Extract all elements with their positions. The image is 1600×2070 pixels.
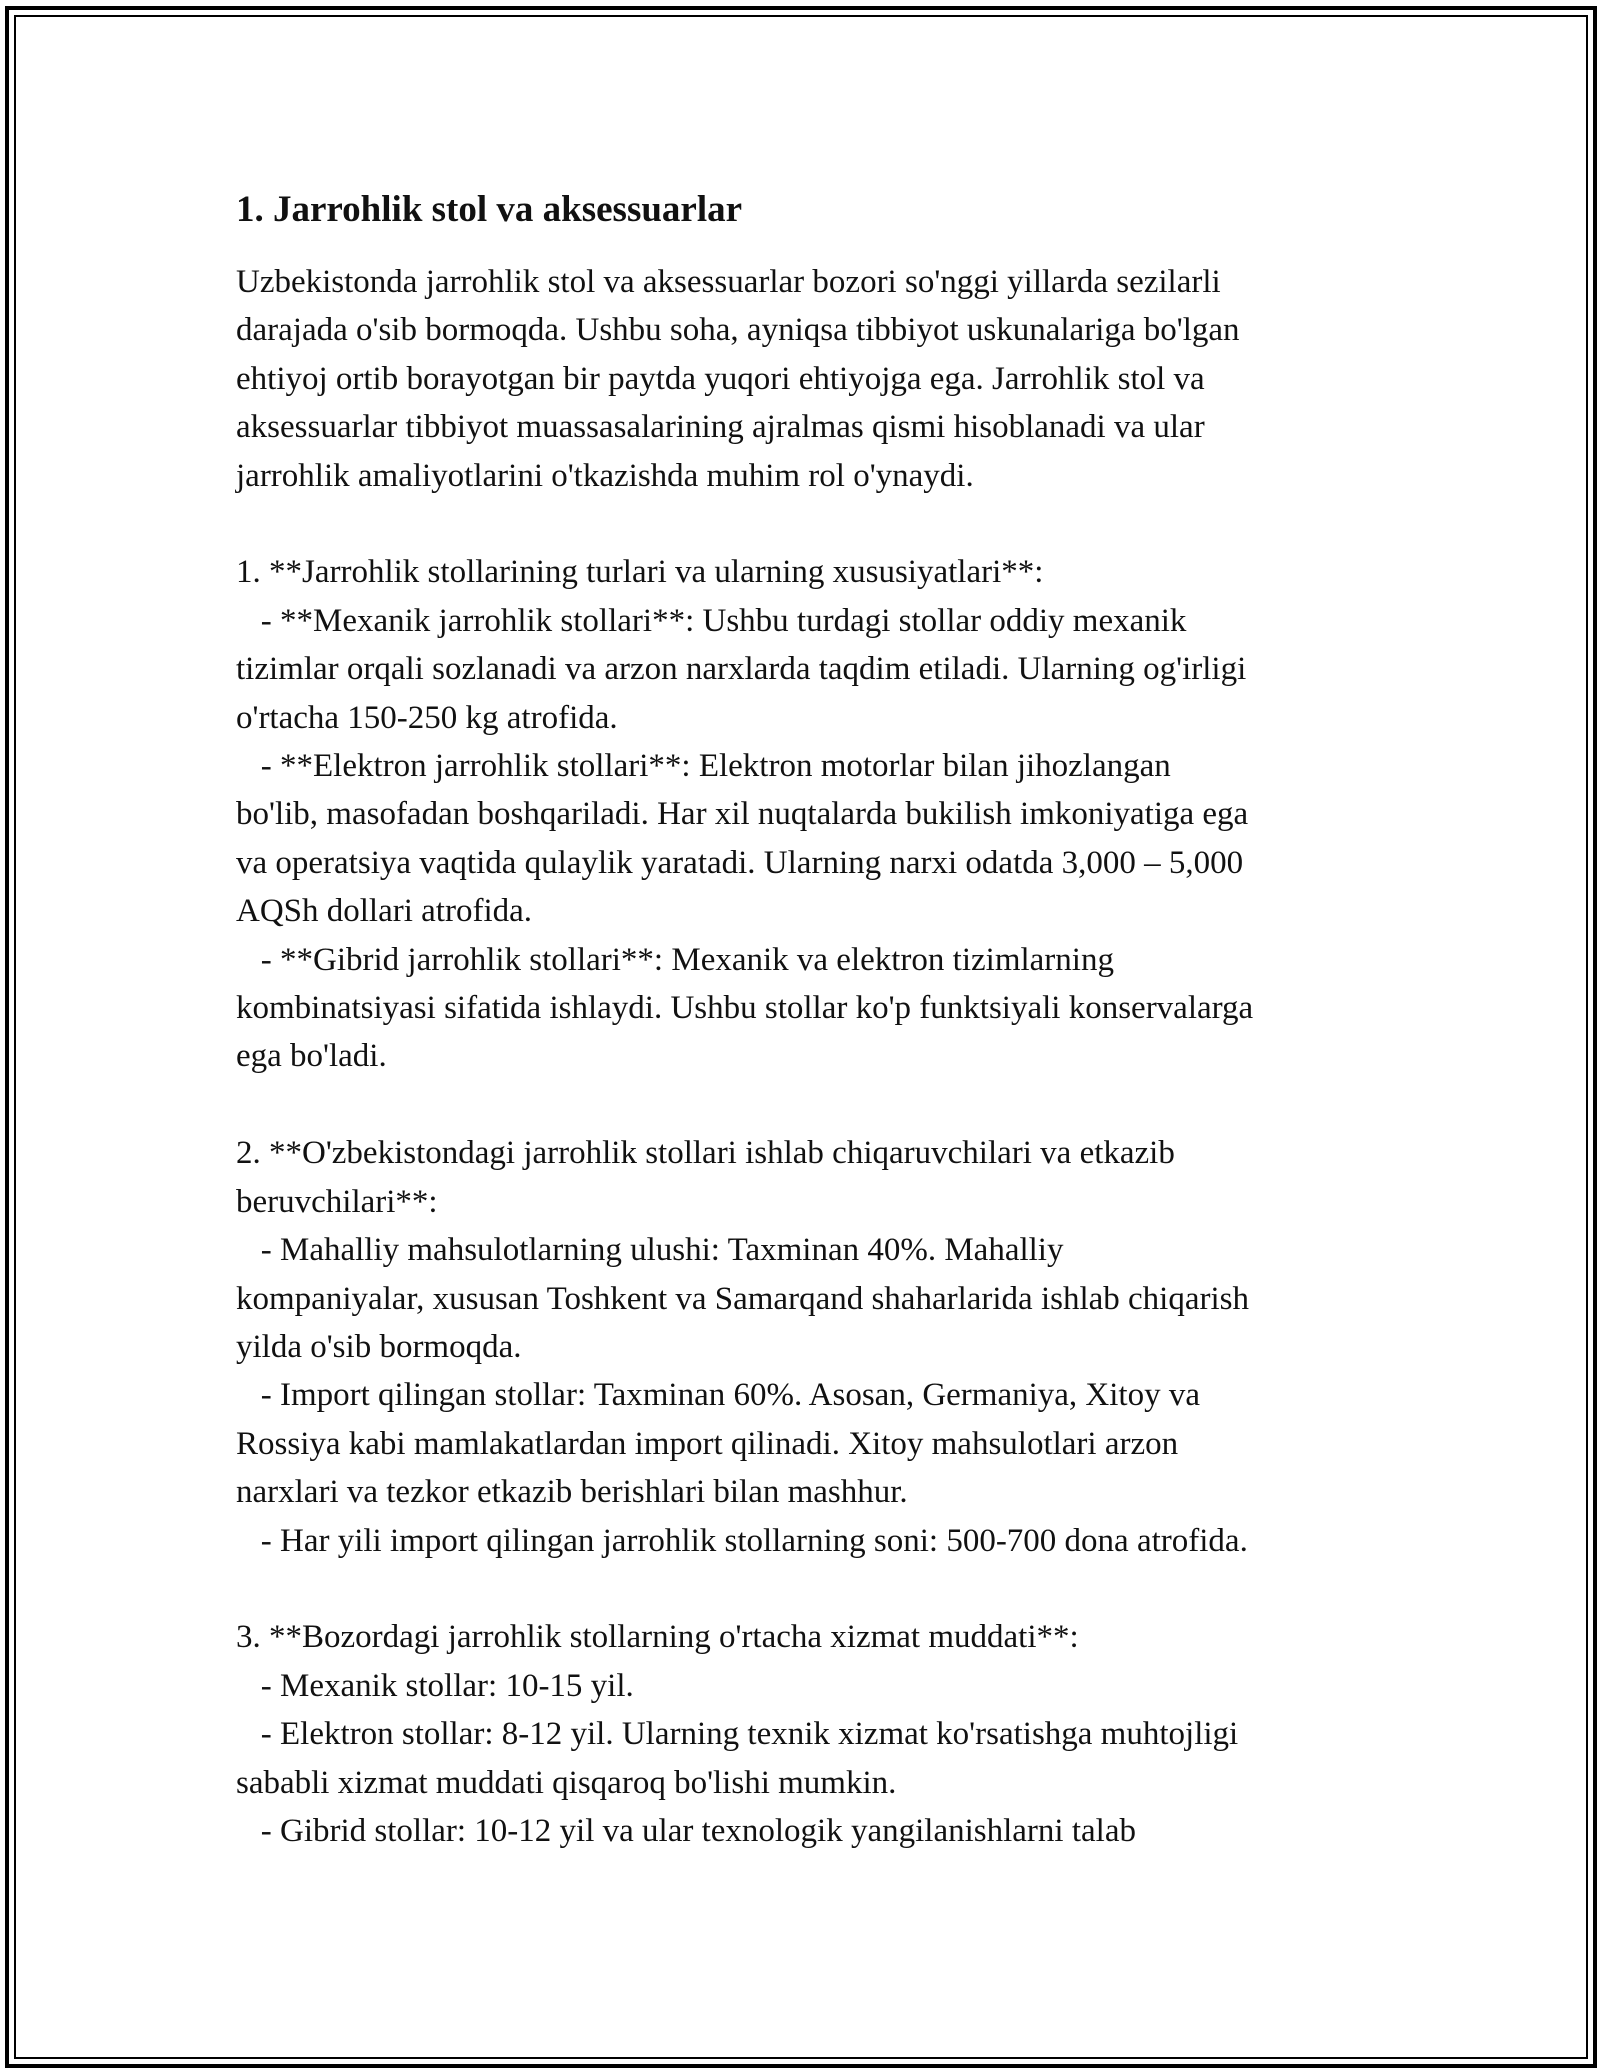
section-title: 2. **O'zbekistondagi jarrohlik stollari ishlab chiqaruvchilari va etkazib beruvchilari**: <box>236 1135 1175 1220</box>
section-3 <box>236 1613 1376 1855</box>
list-item: - Mexanik stollar: 10-15 yil. <box>236 1667 634 1704</box>
section-2 <box>236 1129 1376 1565</box>
list-item: - **Mexanik jarrohlik stollari**: Ushbu turdagi stollar oddiy mexanik tizimlar orqali sozlanadi va arzon narxlarda taqdim etiladi. Ularning og'irligi o'rtacha 150-250 kg atrofida. <box>236 602 1247 736</box>
list-item: - Har yili import qilingan jarrohlik stollarning soni: 500-700 dona atrofida. <box>236 1522 1248 1559</box>
document-page <box>236 186 1376 1855</box>
list-item: - Mahalliy mahsulotlarning ulushi: Taxminan 40%. Mahalliy kompaniyalar, xususan Toshkent va Samarqand shaharlarida ishlab chiqarish yilda o'sib bormoqda. <box>236 1232 1249 1365</box>
document-heading: 1. Jarrohlik stol va aksessuarlar <box>236 189 743 230</box>
section-title: 1. **Jarrohlik stollarining turlari va ularning xususiyatlari**: <box>236 554 1044 591</box>
list-item: - **Gibrid jarrohlik stollari**: Mexanik va elektron tizimlarning kombinatsiyasi sifatida ishlaydi. Ushbu stollar ko'p funktsiyali konservalarga ega bo'ladi. <box>236 941 1254 1075</box>
list-item: - Elektron stollar: 8-12 yil. Ularning texnik xizmat ko'rsatishga muhtojligi sababli xizmat muddati qisqaroq bo'lishi mumkin. <box>236 1716 1239 1801</box>
intro-paragraph: Uzbekistonda jarrohlik stol va aksessuarlar bozori so'nggi yillarda sezilarli darajada o'sib bormoqda. Ushbu soha, ayniqsa tibbiyot uskunalariga bo'lgan ehtiyoj ortib borayotgan bir paytda yuqori ehtiyojga ega. Jarrohlik stol va aksessuarlar tibbiyot muassasalarining ajralmas qismi hisoblanadi va ular jarrohlik amaliyotlarini o'tkazishda muhim rol o'ynaydi. <box>236 264 1240 494</box>
section-1 <box>236 548 1376 1080</box>
list-item: - Import qilingan stollar: Taxminan 60%. Asosan, Germaniya, Xitoy va Rossiya kabi mamlakatlardan import qilinadi. Xitoy mahsulotlari arzon narxlari va tezkor etkazib berishlari bilan mashhur. <box>236 1377 1200 1511</box>
list-item: - **Elektron jarrohlik stollari**: Elektron motorlar bilan jihozlangan bo'lib, masofadan boshqariladi. Har xil nuqtalarda bukilish imkoniyatiga ega va operatsiya vaqtida qulaylik yaratadi. Ularning narxi odatda 3,000 – 5,000 AQSh dollari atrofida. <box>236 748 1249 930</box>
section-title: 3. **Bozordagi jarrohlik stollarning o'rtacha xizmat muddati**: <box>236 1619 1079 1656</box>
list-item: - Gibrid stollar: 10-12 yil va ular texnologik yangilanishlarni talab <box>236 1812 1136 1849</box>
